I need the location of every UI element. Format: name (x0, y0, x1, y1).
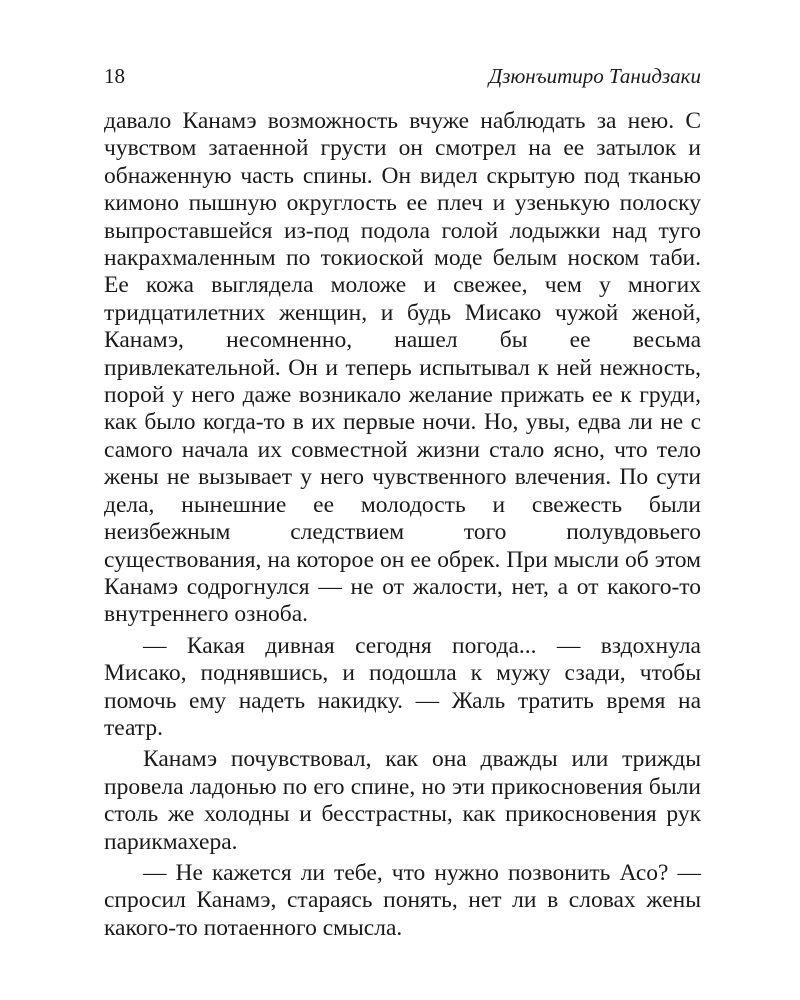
body-text (104, 108, 701, 942)
paragraph: Канамэ почувствовал, как она дважды или трижды провела ладонью по его спине, но эти прикосновения были столь же холодны и бесстрастны, как прикосновения рук парикмахера. (104, 746, 701, 855)
running-head-author: Дзюнъитиро Танидзаки (488, 64, 701, 88)
book-page (104, 58, 701, 942)
paragraph: — Не кажется ли тебе, что нужно позвонить Асо? — спросил Канамэ, стараясь понять, нет ли в словах жены какого-то потаенного смысла. (104, 859, 701, 941)
running-head (104, 58, 701, 94)
paragraph: давало Канамэ возможность вчуже наблюдать за нею. С чувством затаенной грусти он смотрел на ее затылок и обнаженную часть спины. Он видел скрытую под тканью кимоно пышную округлость ее плеч и узенькую полоску выпроставшейся из-под подола голой лодыжки над туго накрахмаленным по токиоской моде белым носком таби. Ее кожа выглядела моложе и свежее, чем у многих тридцатилетних женщин, и будь Мисако чужой женой, Канамэ, несомненно, нашел бы ее весьма привлекательной. Он и теперь испытывал к ней нежность, порой у него даже возникало желание прижать ее к груди, как было когда-то в их первые ночи. Но, увы, едва ли не с самого начала их совместной жизни стало ясно, что тело жены не вызывает у него чувственного влечения. По сути дела, нынешние ее молодость и свежесть были неизбежным следствием того полувдовьего существования, на которое он ее обрек. При мысли об этом Канамэ содрогнулся — не от жалости, нет, а от какого-то внутреннего озноба. (104, 108, 701, 628)
page-number: 18 (104, 64, 125, 88)
paragraph: — Какая дивная сегодня погода... — вздохнула Мисако, поднявшись, и подошла к мужу сзади, чтобы помочь ему надеть накидку. — Жаль тратить время на театр. (104, 632, 701, 741)
